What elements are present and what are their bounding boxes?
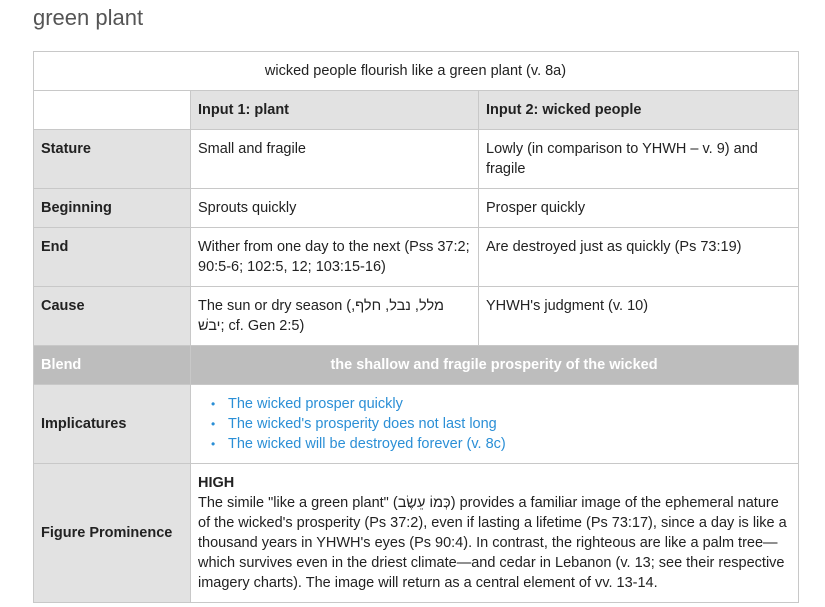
header-blank-cell — [34, 91, 191, 130]
blend-row — [34, 346, 799, 385]
header-input2: Input 2: wicked people — [479, 91, 799, 130]
row-input1: Wither from one day to the next (Pss 37:2; 90:5-6; 102:5, 12; 103:15-16) — [191, 228, 479, 287]
prominence-row — [34, 464, 799, 603]
table-row — [34, 189, 799, 228]
row-label: Cause — [34, 287, 191, 346]
implicatures-list — [198, 394, 790, 454]
list-item: • The wicked's prosperity does not last long — [198, 414, 790, 434]
row-input1: Small and fragile — [191, 130, 479, 189]
prominence-text: The simile "like a green plant" (כְּמוֹ עֵשֶׂב) provides a familiar image of the ephemeral nature of the wicked's prosperity (Ps 37:2), even if lasting a lifetime (Ps 73:17), since a day is like a thousand years in YHWH's eyes (Ps 90:4). In contrast, the righteous are like a palm tree—which survives even in the driest climate—and cedar in Lebanon (v. 13; see their respective imagery charts). The image will return as a central element of vv. 13-14. — [198, 495, 787, 591]
prominence-label: Figure Prominence — [34, 464, 191, 603]
prominence-level: HIGH — [198, 475, 235, 491]
implicatures-row — [34, 385, 799, 464]
row-input2: Are destroyed just as quickly (Ps 73:19) — [479, 228, 799, 287]
row-input2: Lowly (in comparison to YHWH – v. 9) and fragile — [479, 130, 799, 189]
page-title: green plant — [33, 5, 144, 30]
table-row — [34, 228, 799, 287]
row-input1: The sun or dry season (מלל, נבל, חלף, יבשׁ; cf. Gen 2:5) — [191, 287, 479, 346]
row-label: End — [34, 228, 191, 287]
implicatures-cell — [191, 385, 799, 464]
prominence-cell — [191, 464, 799, 603]
row-input2: YHWH's judgment (v. 10) — [479, 287, 799, 346]
row-input1: Sprouts quickly — [191, 189, 479, 228]
list-item: • The wicked will be destroyed forever (v. 8c) — [198, 434, 790, 454]
blend-value: the shallow and fragile prosperity of the wicked — [191, 346, 799, 385]
row-label: Stature — [34, 130, 191, 189]
list-item: • The wicked prosper quickly — [198, 394, 790, 414]
row-input2: Prosper quickly — [479, 189, 799, 228]
header-input1: Input 1: plant — [191, 91, 479, 130]
table-caption: wicked people flourish like a green plant (v. 8a) — [34, 52, 799, 91]
row-label: Beginning — [34, 189, 191, 228]
table-row — [34, 130, 799, 189]
blend-table — [33, 51, 799, 603]
table-row — [34, 287, 799, 346]
blend-label: Blend — [34, 346, 191, 385]
implicatures-label: Implicatures — [34, 385, 191, 464]
